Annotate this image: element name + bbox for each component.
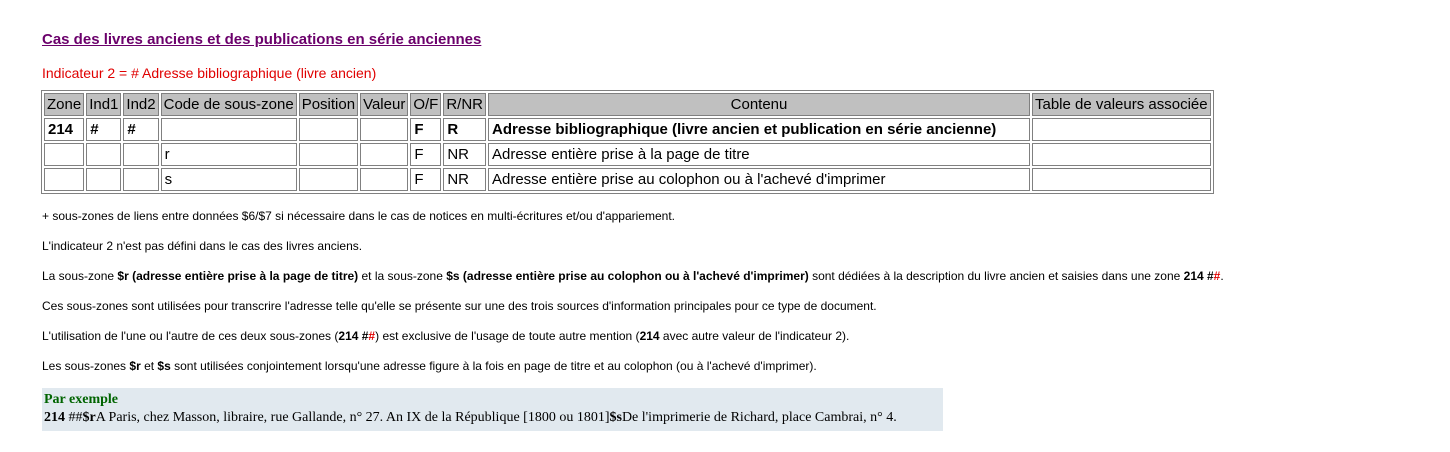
table-cell — [1032, 118, 1211, 141]
table-cell: NR — [443, 143, 486, 166]
table-cell: F — [410, 168, 441, 191]
table-cell: s — [161, 168, 297, 191]
example-title: Par exemple — [44, 392, 118, 407]
text-span: Les sous-zones — [42, 359, 130, 373]
column-header: Valeur — [360, 93, 408, 116]
table-cell: NR — [443, 168, 486, 191]
text-span: et la sous-zone — [358, 269, 447, 283]
table-row — [44, 168, 1211, 191]
table-cell: # — [86, 118, 121, 141]
example-subfield-s: $s — [609, 410, 622, 425]
table-cell — [299, 168, 358, 191]
subfield-s-code: $s — [157, 359, 171, 373]
example-subfield-r: $r — [82, 410, 96, 425]
text-span: sont utilisées conjointement lorsqu'une adresse figure à la fois en page de titre et au colophon (ou à l'achevé d'imprimer). — [170, 359, 817, 373]
note-usage: Ces sous-zones sont utilisées pour transcrire l'adresse telle qu'elle se présente sur une des trois sources d'information principales pour ce type de document. — [42, 299, 877, 313]
subfield-r-code: $r — [129, 359, 141, 373]
table-cell — [161, 118, 297, 141]
subfield-r-label: $r (adresse entière prise à la page de titre) — [117, 269, 359, 283]
table-header-row — [44, 93, 1211, 116]
text-span: ) est exclusive de l'usage de toute autre mention ( — [375, 329, 640, 343]
table-row — [44, 143, 1211, 166]
zone-code: 214 — [639, 329, 660, 343]
table-row — [44, 118, 1211, 141]
note-exclusive — [42, 328, 1450, 344]
table-cell — [123, 143, 158, 166]
column-header: O/F — [410, 93, 441, 116]
note-links: + sous-zones de liens entre données $6/$7 si nécessaire dans le cas de notices en multi-écritures et/ou d'appariement. — [42, 209, 675, 223]
column-header: Ind2 — [123, 93, 158, 116]
column-header: Code de sous-zone — [161, 93, 297, 116]
table-cell: Adresse entière prise à la page de titre — [488, 143, 1030, 166]
table-cell — [360, 168, 408, 191]
zone-code: 214 # — [1183, 269, 1214, 283]
text-span: sont dédiées à la description du livre ancien et saisies dans une zone — [808, 269, 1184, 283]
example-address-colophon: De l'imprimerie de Richard, place Cambrai, n° 4. — [621, 410, 897, 425]
table-cell: Adresse entière prise au colophon ou à l'achevé d'imprimer — [488, 168, 1030, 191]
text-span: L'utilisation de l'une ou l'autre de ces deux sous-zones ( — [42, 329, 339, 343]
indicator-marker: # — [1213, 269, 1221, 283]
table-cell — [44, 168, 84, 191]
text-span: et — [140, 359, 158, 373]
table-cell — [299, 118, 358, 141]
indicator-text: Indicateur 2 = # Adresse bibliographique (livre ancien) — [42, 65, 377, 81]
column-header: Zone — [44, 93, 84, 116]
example-body — [44, 408, 943, 428]
column-header: Table de valeurs associée — [1032, 93, 1211, 116]
note-joint-use — [42, 358, 1450, 374]
text-span: avec autre valeur de l'indicateur 2). — [659, 329, 850, 343]
column-header: Position — [299, 93, 358, 116]
column-header: R/NR — [443, 93, 486, 116]
table-cell — [360, 118, 408, 141]
example-box — [42, 388, 943, 431]
example-zone: 214 — [44, 410, 65, 425]
table-cell: # — [123, 118, 158, 141]
table-cell: F — [410, 118, 441, 141]
table-cell: F — [410, 143, 441, 166]
note-subfields — [42, 268, 1450, 284]
table-cell — [1032, 143, 1211, 166]
table-cell — [299, 143, 358, 166]
table-cell: r — [161, 143, 297, 166]
section-title: Cas des livres anciens et des publications en série anciennes — [42, 31, 482, 48]
text-span: La sous-zone — [42, 269, 118, 283]
zone-code: 214 # — [338, 329, 369, 343]
example-address-title: A Paris, chez Masson, libraire, rue Gallande, n° 27. An IX de la République [1800 ou 1801] — [95, 410, 610, 425]
field-table — [41, 90, 1214, 194]
indicator-marker: # — [368, 329, 376, 343]
table-cell: R — [443, 118, 486, 141]
table-cell — [86, 143, 121, 166]
subfield-s-label: $s (adresse entière prise au colophon ou à l'achevé d'imprimer) — [446, 269, 809, 283]
table-cell — [44, 143, 84, 166]
table-cell — [1032, 168, 1211, 191]
table-cell: Adresse bibliographique (livre ancien et publication en série ancienne) — [488, 118, 1030, 141]
column-header: Contenu — [488, 93, 1030, 116]
table-cell — [360, 143, 408, 166]
column-header: Ind1 — [86, 93, 121, 116]
example-indicators: ## — [65, 410, 83, 425]
table-cell — [86, 168, 121, 191]
note-indicator: L'indicateur 2 n'est pas défini dans le cas des livres anciens. — [42, 239, 363, 253]
table-cell: 214 — [44, 118, 84, 141]
text-span: . — [1220, 269, 1224, 283]
table-cell — [123, 168, 158, 191]
